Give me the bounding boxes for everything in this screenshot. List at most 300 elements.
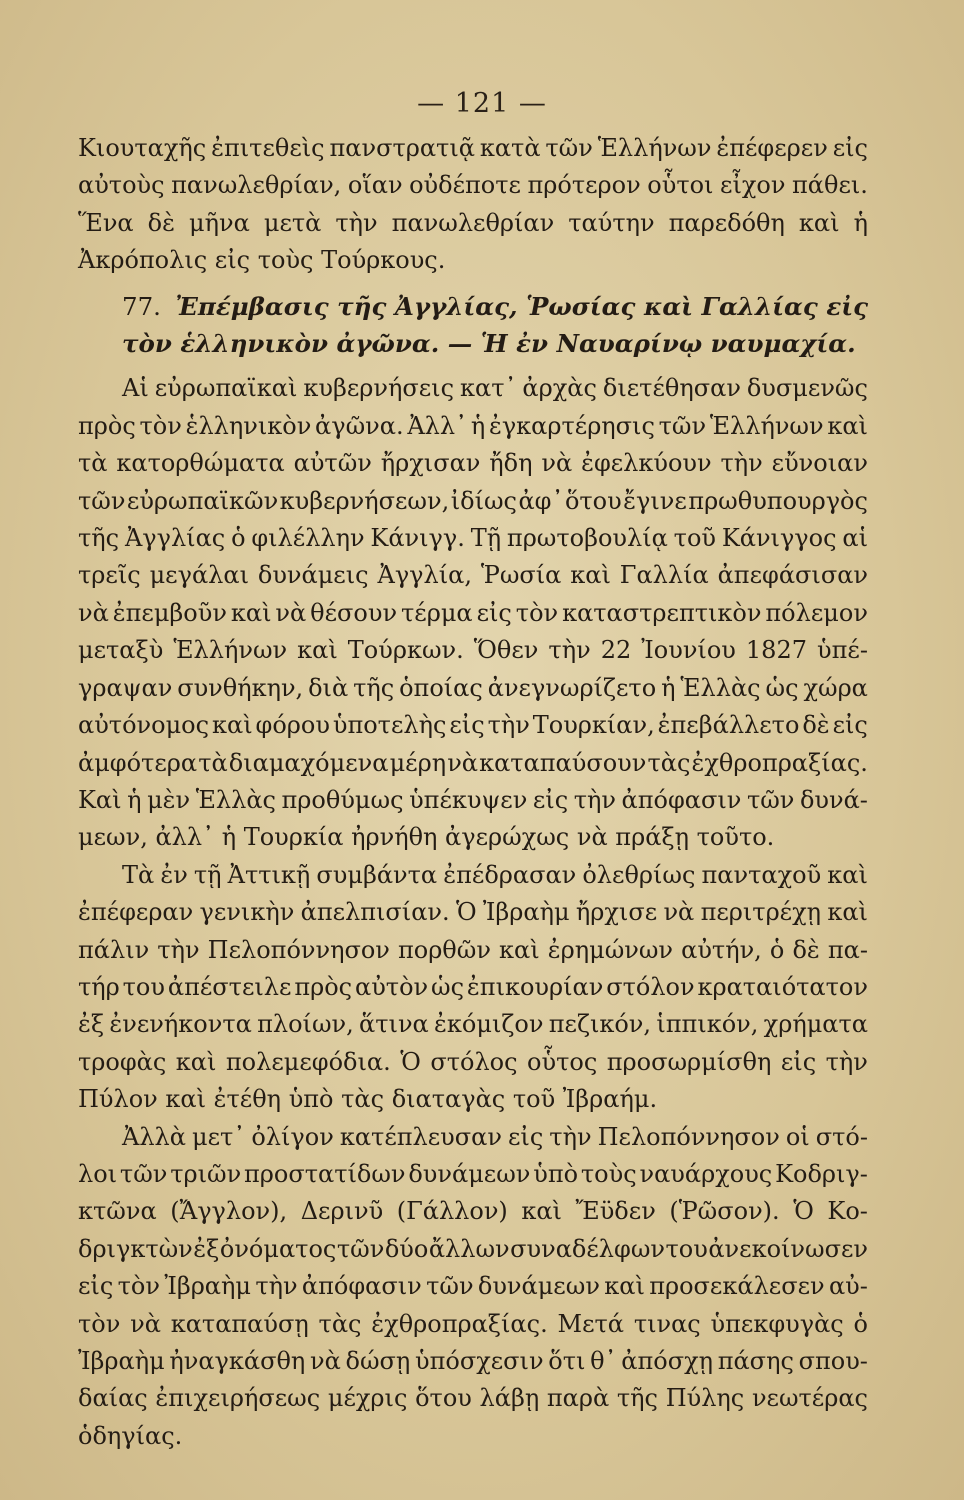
word: Πελοπόννησον	[207, 935, 390, 964]
word: Ἑλλήνων	[709, 411, 824, 440]
word: Τῇ	[470, 524, 502, 553]
word: ὁ	[769, 935, 785, 964]
word: ναυάρχους	[639, 1159, 773, 1188]
word: ἡ	[661, 673, 676, 702]
word: ἐρημώνων	[547, 935, 674, 964]
text-line	[78, 408, 868, 445]
word: φόρου	[255, 711, 330, 740]
word: τὰ	[78, 449, 108, 478]
word: 22	[600, 636, 632, 665]
word: καὶ	[827, 411, 868, 440]
word: αὐτήν,	[681, 935, 762, 964]
section-title-line2: τὸν ἑλληνικὸν ἀγῶνα. — Ἡ ἐν Ναυαρίνῳ ναυμαχία.	[122, 329, 856, 359]
word: ἐνενήκοντα	[109, 1010, 252, 1039]
word: Ἕνα	[78, 208, 134, 237]
word: προσεκάλεσεν	[649, 1272, 825, 1301]
word: Καὶ	[78, 785, 122, 814]
text-line	[78, 130, 868, 167]
text-line	[78, 1380, 868, 1417]
word: ἐξ	[193, 1234, 220, 1263]
word: Ἀγγλίας	[124, 524, 226, 553]
word: ὑπὸ	[533, 1159, 579, 1188]
text-line: ὁδηγίας.	[78, 1421, 183, 1450]
word: πάθει.	[792, 171, 868, 200]
word: τὴν	[157, 935, 200, 964]
word: τέρμα	[401, 598, 473, 627]
word: ἀγῶνα.	[315, 411, 404, 440]
word: τήρ	[78, 972, 120, 1001]
word: εὐρωπαϊκαὶ	[154, 374, 298, 403]
word: τῶν	[426, 1272, 474, 1301]
word: ἱππικόν,	[656, 1010, 759, 1039]
word: φιλέλλην	[251, 524, 365, 553]
word: νεωτέρας	[751, 1384, 868, 1413]
word: ἐκόμιζον	[434, 1010, 544, 1039]
word: ταύτην	[568, 208, 655, 237]
word: δυνάμεις	[257, 561, 369, 590]
word: πεζικόν,	[548, 1010, 652, 1039]
word: ὀλίγον	[251, 1122, 334, 1151]
word: Ἀττικῇ	[227, 860, 311, 889]
text-line	[78, 670, 868, 707]
word: δαίας	[78, 1384, 148, 1413]
word: εἰς	[476, 598, 512, 627]
word: Ἰουνίου	[641, 636, 736, 665]
word: τὴν	[825, 1047, 868, 1076]
word: καταπαύσουν	[479, 748, 647, 777]
word: ἐπέφεραν	[78, 898, 194, 927]
word: καὶ	[798, 208, 840, 237]
word: ἀπεφάσισαν	[717, 561, 868, 590]
word: πρὸς	[294, 972, 353, 1001]
word: ἐφελκύουν	[581, 449, 712, 478]
word: οὐδέποτε	[409, 171, 521, 200]
word: ἄλλων	[428, 1234, 510, 1263]
word: (Γάλλον)	[396, 1197, 508, 1226]
word: ὑπέ-	[817, 636, 868, 665]
word: πρωθυπουργὸς	[688, 486, 868, 515]
word: χώρα	[803, 673, 868, 702]
word: ἀπόφασιν	[621, 785, 742, 814]
word: παρεδόθη	[668, 208, 785, 237]
word: καὶ	[521, 1197, 562, 1226]
word: εἰς	[532, 785, 569, 814]
word: πανωλεθρίαν	[391, 208, 555, 237]
word: ἀφ᾽	[518, 486, 564, 515]
word: τρεῖς	[78, 561, 141, 590]
text-line	[78, 370, 868, 407]
word: τὴν	[487, 711, 530, 740]
word: Κο-	[827, 1197, 868, 1226]
word: δὲ	[792, 935, 820, 964]
word: πρωτοβουλίᾳ	[506, 524, 668, 553]
word: μεταξὺ	[78, 636, 164, 665]
word: Ἑλλὰς	[195, 785, 276, 814]
text-line	[78, 167, 868, 204]
text-line: Πύλον καὶ ἐτέθη ὑπὸ τὰς διαταγὰς τοῦ Ἰβραήμ.	[78, 1085, 658, 1114]
word: καταστρεπτικὸν	[562, 598, 762, 627]
word: Ἰβραὴμ	[164, 1272, 251, 1301]
word: τῶν	[78, 486, 126, 515]
word: Ὁ	[793, 1197, 814, 1226]
word: ἡ	[470, 411, 486, 440]
word: Ῥωσία	[480, 561, 562, 590]
word: Ὁ	[400, 1047, 421, 1076]
word: οὗτος	[527, 1047, 598, 1076]
word: μῆνα	[189, 208, 250, 237]
word: (Ἄγγλον),	[170, 1197, 288, 1226]
word: πορθῶν	[397, 935, 491, 964]
word: ἐπιχειρήσεως	[155, 1384, 321, 1413]
word: Κοδριγ-	[775, 1159, 868, 1188]
word: ἤρχισε	[575, 898, 658, 927]
word: Κιουταχῆς	[78, 134, 207, 162]
word: Δερινῦ	[300, 1197, 384, 1226]
text-line: μεων, ἀλλ᾽ ἡ Τουρκία ἠρνήθη ἀγερώχως νὰ πράξῃ τοῦτο.	[78, 823, 775, 852]
word: οἵαν	[347, 171, 403, 200]
page-text	[78, 130, 868, 1455]
word: πανταχοῦ	[701, 860, 822, 889]
word: μεγάλαι	[149, 561, 249, 590]
word: εἰς	[832, 711, 868, 740]
word: ὡς	[765, 673, 799, 702]
word: προσωρμίσθη	[606, 1047, 772, 1076]
text-line	[78, 969, 868, 1006]
word: τὴν	[720, 449, 763, 478]
word: Πύλης	[665, 1384, 745, 1413]
word: κατορθώματα	[116, 449, 285, 478]
word: του	[122, 972, 165, 1001]
word: ὑπέκυψεν	[409, 785, 528, 814]
word: τῶν	[746, 785, 795, 814]
word: τοῦ	[673, 524, 716, 553]
word: ὅτου	[564, 486, 622, 515]
word: πανστρατιᾷ	[329, 134, 475, 162]
word: ἀνεγνωρίζετο	[487, 673, 657, 702]
word: Γαλλία	[619, 561, 709, 590]
word: ὅτι	[548, 1347, 586, 1375]
word: οὗτοι	[647, 171, 714, 200]
word: τὰς	[318, 1309, 362, 1338]
word: αὐτῶν	[293, 449, 372, 478]
word: καὶ	[211, 711, 253, 740]
word: καὶ	[297, 636, 338, 665]
word: Ὁ	[455, 898, 477, 927]
word: αἱ	[842, 524, 868, 553]
word: ὑπόσχεσιν	[415, 1347, 544, 1375]
text-line	[78, 1231, 868, 1268]
word: καὶ	[499, 935, 540, 964]
word: πάσης	[717, 1347, 794, 1375]
word: ἐχθροπραξίας.	[371, 1309, 548, 1338]
word: σπου-	[798, 1347, 868, 1375]
word: Τὰ	[122, 860, 155, 889]
word: κατέπλευσαν	[339, 1122, 502, 1151]
text-line	[78, 1119, 868, 1156]
word: ἐπιτεθεὶς	[211, 134, 325, 162]
word: τὴν	[548, 636, 591, 665]
word: δύο	[384, 1234, 429, 1263]
word: Ἀλλὰ	[122, 1122, 186, 1151]
word: ἀπέστειλε	[167, 972, 292, 1001]
text-line	[78, 894, 868, 931]
word: μὲν	[147, 785, 191, 814]
word: τινας	[633, 1309, 701, 1338]
word: προστατίδων	[244, 1159, 406, 1188]
word: εἰς	[780, 1047, 817, 1076]
word: Ἑλλήνων	[173, 636, 288, 665]
word: 1827	[745, 636, 807, 665]
word: τὴν	[573, 785, 616, 814]
word: ὅτου	[415, 1384, 472, 1413]
word: ἀπελπισίαν.	[300, 898, 450, 927]
text-line	[78, 632, 868, 669]
word: νὰ	[310, 1347, 341, 1375]
word: κατὰ	[479, 134, 541, 162]
word: πόλεμον	[765, 598, 868, 627]
word: στό-	[815, 1122, 868, 1151]
word: Πελοπόννησον	[597, 1122, 780, 1151]
text-line	[78, 520, 868, 557]
word: τὸν	[78, 1309, 121, 1338]
word: εἰς	[449, 711, 485, 740]
word: καὶ	[827, 860, 868, 889]
word: καὶ	[827, 898, 868, 927]
word: Ἀλλ᾽	[407, 411, 468, 440]
word: διαμαχόμενα	[228, 748, 389, 777]
word: δώσῃ	[345, 1347, 411, 1375]
word: ἐπικουρίαν	[466, 972, 604, 1001]
word: ἑλληνικὸν	[185, 411, 312, 440]
word: ἀνεκοίνωσεν	[708, 1234, 868, 1263]
word: τὰς	[647, 748, 691, 777]
text-line	[78, 707, 868, 744]
section-title-line1: Ἐπέμβασις τῆς Ἀγγλίας, Ῥωσίας καὶ Γαλλίας εἰς	[175, 291, 868, 321]
word: Τουρκίαν,	[532, 711, 655, 740]
word: ἐν	[160, 860, 188, 889]
word: Ἰβραὴμ	[78, 1347, 165, 1375]
word: Κάνιγγος	[721, 524, 837, 553]
word: του	[665, 1234, 708, 1263]
word: ὡς	[431, 972, 465, 1001]
word: τοὺς	[580, 1159, 637, 1188]
section-number: 77.	[122, 291, 161, 321]
word: τῆς	[616, 1384, 658, 1413]
word: λάβῃ	[479, 1384, 540, 1413]
word: τῶν	[545, 134, 593, 162]
text-line	[78, 1268, 868, 1305]
word: μετ᾽	[192, 1122, 246, 1151]
text-line	[78, 445, 868, 482]
word: νὰ	[130, 1309, 161, 1338]
section-heading	[78, 288, 868, 325]
word: γενικὴν	[199, 898, 295, 927]
word: κτῶνα	[78, 1197, 157, 1226]
word: ἡ	[853, 208, 868, 237]
word: γραψαν	[78, 673, 173, 702]
word: δυνάμεων	[408, 1159, 531, 1188]
word: ἐπεμβοῦν	[112, 598, 227, 627]
word: διετέθησαν	[602, 374, 741, 403]
word: Μετά	[557, 1309, 625, 1338]
word: νὰ	[447, 748, 478, 777]
word: νὰ	[663, 898, 695, 927]
word: τῆς	[353, 673, 395, 702]
text-line	[78, 1343, 868, 1380]
word: εὐρωπαϊκῶν	[126, 486, 279, 515]
text-line	[78, 1306, 868, 1343]
word: ἐγκαρτέρησις	[488, 411, 655, 440]
word: δυνάμεων	[477, 1272, 600, 1301]
word: εἰς	[78, 1272, 114, 1301]
word: τὸν	[139, 411, 182, 440]
word: τῶν	[658, 411, 707, 440]
word: πα-	[827, 935, 868, 964]
word: μέρη	[389, 748, 447, 777]
word: αὐτοὺς	[78, 171, 165, 200]
word: ὁ	[231, 524, 246, 553]
word: εὔνοιαν	[771, 449, 868, 478]
word: καὶ	[604, 1272, 645, 1301]
word: Ἰβραὴμ	[482, 898, 570, 927]
word: δυνά-	[799, 785, 868, 814]
word: τὴν	[549, 1122, 592, 1151]
word: ἅτινα	[359, 1010, 429, 1039]
word: τὸν	[515, 598, 559, 627]
word: τὰ	[198, 748, 228, 777]
word: Ἑλλὰς	[680, 673, 761, 702]
text-line	[78, 932, 868, 969]
text-line	[78, 782, 868, 819]
word: δὲ	[147, 208, 175, 237]
word: ἤδη	[489, 449, 533, 478]
word: ὀνόματος	[219, 1234, 337, 1263]
text-line	[78, 557, 868, 594]
word: τῶν	[336, 1234, 385, 1263]
text-line	[78, 205, 868, 242]
word: τῇ	[193, 860, 222, 889]
word: συνθήκην,	[177, 673, 304, 702]
word: ἀμφότερα	[78, 748, 198, 777]
word: εἰς	[832, 134, 868, 162]
word: ἐπέδρασαν	[443, 860, 577, 889]
word: πρότερον	[527, 171, 641, 200]
word: χρήματα	[763, 1010, 868, 1039]
word: ἐχθροπραξίας.	[691, 748, 868, 777]
word: τὴν	[255, 1272, 298, 1301]
word: οἱ	[785, 1122, 810, 1151]
word: συμβάντα	[316, 860, 438, 889]
word: δυσμενῶς	[746, 374, 868, 403]
text-line: Ἀκρόπολις εἰς τοὺς Τούρκους.	[78, 246, 446, 275]
word: κραταιότατον	[697, 972, 868, 1001]
word: ἐπεβάλλετο	[657, 711, 800, 740]
word: τῶν	[119, 1159, 168, 1188]
word: κατ᾽	[459, 374, 517, 403]
text-line	[78, 1156, 868, 1193]
word: στόλον	[606, 972, 695, 1001]
word: νὰ	[541, 449, 573, 478]
word: ἔγινε	[623, 486, 687, 515]
word: διὰ	[308, 673, 349, 702]
word: στόλος	[430, 1047, 518, 1076]
word: ἐξ	[78, 1010, 105, 1039]
page-number: — 121 —	[417, 88, 547, 119]
word: Κάνιγγ.	[370, 524, 465, 553]
word: Αἱ	[122, 374, 149, 403]
word: καὶ	[175, 1047, 217, 1076]
word: εἶχον	[720, 171, 786, 200]
word: τὴν	[335, 208, 378, 237]
word: πανωλεθρίαν,	[171, 171, 342, 200]
word: ἐπέφερεν	[716, 134, 828, 162]
text-line	[78, 483, 868, 520]
word: καὶ	[230, 598, 272, 627]
word: πάλιν	[78, 935, 150, 964]
word: ἀπόφασιν	[301, 1272, 422, 1301]
text-line	[78, 857, 868, 894]
text-line	[78, 1006, 868, 1043]
word: ὁ	[853, 1309, 868, 1338]
word: τῆς	[78, 524, 120, 553]
word: μέχρις	[327, 1384, 408, 1413]
word: δὲ	[802, 711, 830, 740]
word: λοι	[78, 1159, 118, 1188]
word: ὀλεθρίως	[582, 860, 696, 889]
word: καταπαύσῃ	[170, 1309, 309, 1338]
word: νὰ	[275, 598, 307, 627]
word: ἠναγκάσθη	[169, 1347, 306, 1375]
word: Ὅθεν	[473, 636, 539, 665]
word: ὑπεκφυγὰς	[710, 1309, 844, 1338]
word: αὐ-	[828, 1272, 868, 1301]
word: Ἔϋδεν	[575, 1197, 656, 1226]
word: αὐτόνομος	[78, 711, 210, 740]
word: πολεμεφόδια.	[225, 1047, 391, 1076]
word: ἤρχισαν	[380, 449, 481, 478]
word: αὐτὸν	[355, 972, 429, 1001]
word: κυβερνήσεων,	[279, 486, 450, 515]
word: παρὰ	[546, 1384, 610, 1413]
word: θ᾽	[590, 1347, 617, 1375]
word: Τούρκων.	[347, 636, 464, 665]
word: Ἀγγλία,	[377, 561, 472, 590]
word: πρὸς	[78, 411, 136, 440]
word: ὁποίας	[399, 673, 483, 702]
word: τριῶν	[170, 1159, 242, 1188]
word: ἀπόσχῃ	[621, 1347, 713, 1375]
word: δριγκτὼν	[78, 1234, 193, 1263]
word: Ἑλλήνων	[597, 134, 712, 162]
word: μετὰ	[263, 208, 322, 237]
word: προθύμως	[281, 785, 404, 814]
word: τροφὰς	[78, 1047, 167, 1076]
word: καὶ	[570, 561, 611, 590]
word: τὸν	[117, 1272, 160, 1301]
word: ἰδίως	[450, 486, 517, 515]
word: νὰ	[78, 598, 109, 627]
word: κυβερνήσεις	[303, 374, 455, 403]
word: πλοίων,	[257, 1010, 354, 1039]
text-line	[78, 1193, 868, 1230]
word: ἀρχὰς	[522, 374, 597, 403]
word: συναδέλφων	[510, 1234, 665, 1263]
text-line	[78, 745, 868, 782]
word: περιτρέχῃ	[700, 898, 822, 927]
word: ἡ	[127, 785, 142, 814]
word: θέσουν	[310, 598, 398, 627]
text-line	[78, 595, 868, 632]
